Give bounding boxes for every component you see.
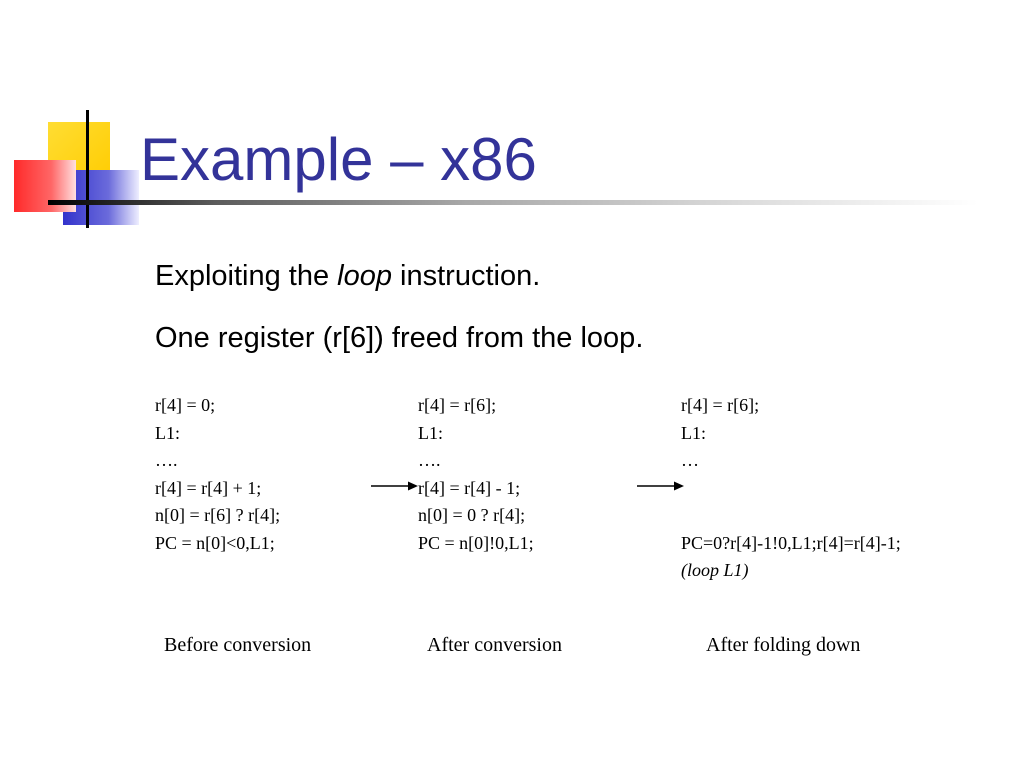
title-underline-rule xyxy=(48,200,978,205)
bullet-register-freed: One register (r[6]) freed from the loop. xyxy=(155,322,644,354)
code-line: PC=0?r[4]-1!0,L1;r[4]=r[4]-1; xyxy=(681,532,901,553)
code-line xyxy=(681,475,901,503)
bullet-1-text-end: instruction. xyxy=(392,260,541,292)
code-column-after xyxy=(418,392,534,557)
code-column-before xyxy=(155,392,280,557)
code-line: r[4] = r[6]; xyxy=(418,395,497,415)
code-column-folded xyxy=(681,392,901,585)
logo-vertical-line xyxy=(86,110,89,228)
caption-after-folding-down: After folding down xyxy=(706,634,861,656)
code-line: …. xyxy=(155,450,178,470)
code-line: r[4] = r[4] - 1; xyxy=(418,477,521,498)
code-line: r[4] = 0; xyxy=(155,395,216,415)
code-line: …. xyxy=(418,450,441,470)
loop-annotation: (loop L1) xyxy=(681,560,749,580)
code-line: L1: xyxy=(155,422,180,443)
code-line: n[0] = r[6] ? r[4]; xyxy=(155,505,281,525)
code-line: PC = n[0]!0,L1; xyxy=(418,532,534,553)
slide-title: Example – x86 xyxy=(140,126,537,193)
code-line xyxy=(681,502,901,530)
code-line: L1: xyxy=(681,422,706,443)
bullet-1-text-start: Exploiting the xyxy=(155,260,338,292)
code-line: … xyxy=(681,450,699,470)
code-line: PC = n[0]<0,L1; xyxy=(155,532,275,553)
bullet-1-emphasis: loop xyxy=(337,260,392,292)
arrow-right-icon xyxy=(370,480,418,492)
code-line: n[0] = 0 ? r[4]; xyxy=(418,505,526,525)
code-line: r[4] = r[6]; xyxy=(681,395,760,415)
code-line: L1: xyxy=(418,422,443,443)
caption-before-conversion: Before conversion xyxy=(164,634,312,656)
caption-after-conversion: After conversion xyxy=(427,634,562,656)
code-line: r[4] = r[4] + 1; xyxy=(155,477,262,498)
arrow-right-icon xyxy=(636,480,684,492)
bullet-exploiting-loop xyxy=(155,258,540,294)
